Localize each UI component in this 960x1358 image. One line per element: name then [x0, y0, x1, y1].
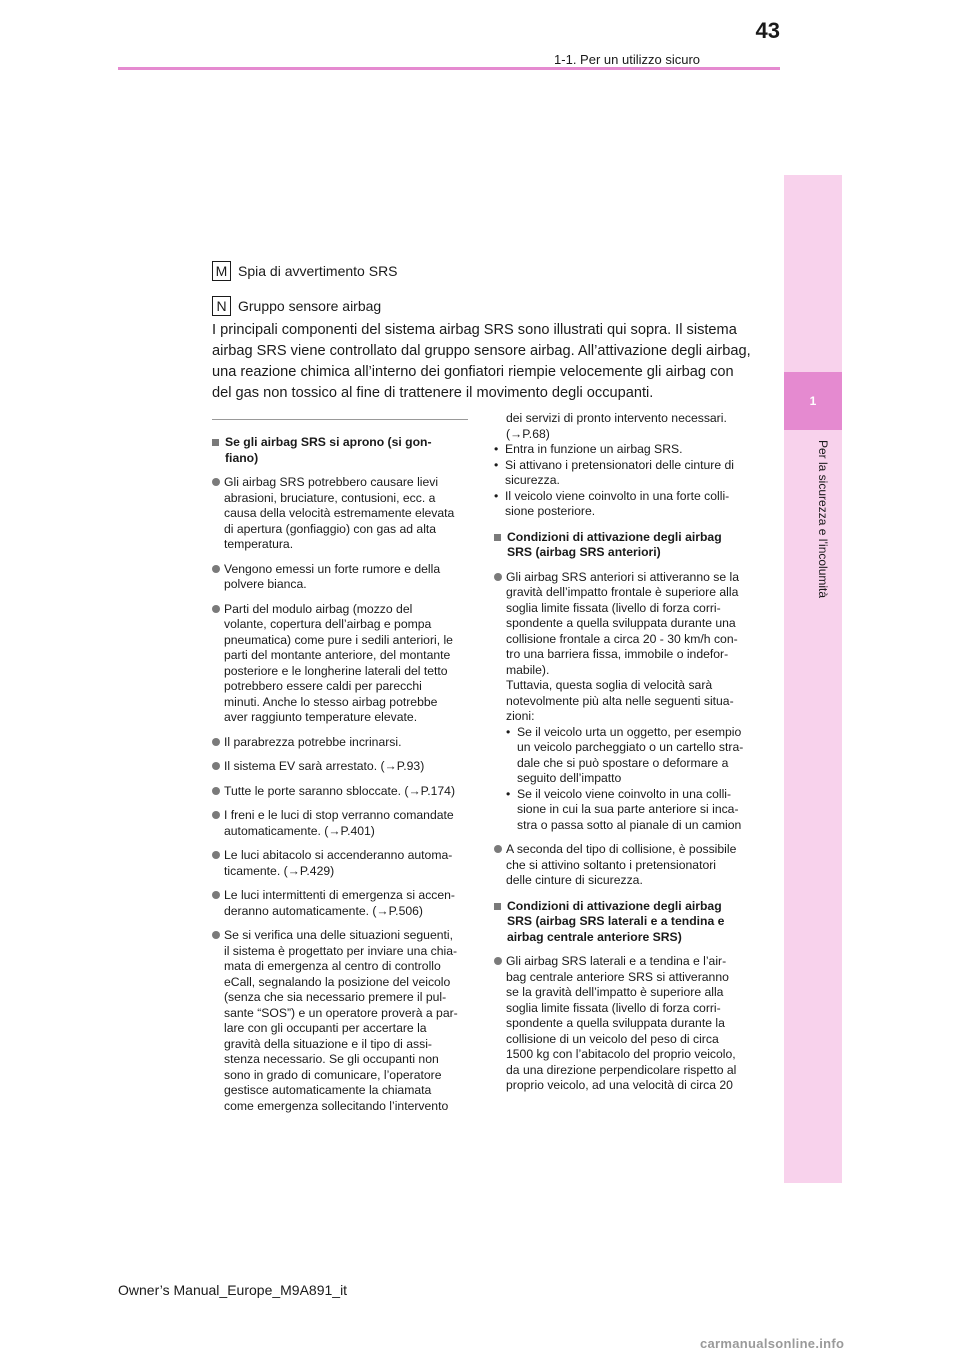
circle-bullet-icon [494, 957, 502, 965]
circle-bullet-icon [212, 478, 220, 486]
square-bullet-icon [494, 903, 501, 910]
circle-bullet-icon [212, 931, 220, 939]
list-item: Gli airbag SRS potrebbero causare lievi abrasioni, bruciature, contusioni, ecc. a causa della velocità estremamente elevata di apertura (gonfiaggio) con gas ad alta temperatura. [212, 475, 470, 553]
header-rule [118, 67, 780, 70]
left-column [212, 425, 470, 1123]
sub-bullet-item: • Se il veicolo viene coinvolto in una colli- sione in cui la sua parte anteriore si inca- stra o passa sotto al pianale di un camion [506, 786, 742, 832]
intro-paragraph: I principali componenti del sistema airbag SRS sono illustrati qui sopra. Il sistema airbag SRS viene controllato dal gruppo sensore airbag. All’attivazione degli airbag, una reazione chimica all’interno dei gonfiatori riempie velocemente gli airbag con del gas non tossico al fine di trattenere il movimento degli occupanti. [212, 322, 751, 401]
list-item: Le luci abitacolo si accenderanno automa- ticamente. (→P.429) [212, 848, 470, 879]
page-number: 43 [755, 18, 780, 43]
list-item: Il sistema EV sarà arrestato. (→P.93) [212, 759, 470, 775]
list-item: Se si verifica una delle situazioni seguenti, il sistema è progettato per inviare una chia- mata di emergenza al centro di controllo eCall, segnalando la posizione del veicolo (senza che sia necessario premere il pul- sante “SOS”) e un operatore proverà a par- lare con gli occupanti per accertare la gravità della situazione e il tipo di assi- stenza necessario. Se gli occupanti non sono in grado di comunicare, l’operatore gestisce automaticamente la chiamata come emergenza sollecitando l’intervento [212, 928, 470, 1114]
sub-bullet-item: • Il veicolo viene coinvolto in una forte colli- sione posteriore. [494, 488, 730, 518]
circle-bullet-icon [212, 605, 220, 613]
list-item: Parti del modulo airbag (mozzo del volante, copertura dell’airbag e pompa pneumatica) come pure i sedili anteriori, le parti del montante anteriore, del montante posteriore e le longherine laterali del tetto potrebbero essere caldi per parecchi minuti. Anche lo stesso airbag potrebbe aver raggiunto temperature elevate. [212, 602, 470, 726]
section-heading-front-airbags: Condizioni di attivazione degli airbag SRS (airbag SRS anteriori) [494, 530, 756, 561]
circle-bullet-icon [494, 845, 502, 853]
circle-bullet-icon [212, 762, 220, 770]
circle-bullet-icon [494, 573, 502, 581]
legend-letter-n: N [212, 296, 231, 316]
sub-bullet-item: • Entra in funzione un airbag SRS. [494, 442, 683, 456]
section-title: 1-1. Per un utilizzo sicuro [554, 52, 700, 67]
circle-bullet-icon [212, 851, 220, 859]
watermark-text: carmanualsonline.info [700, 1336, 845, 1351]
sub-bullet-item: • Si attivano i pretensionatori delle cinture di sicurezza. [494, 457, 734, 487]
section-heading-side-airbags: Condizioni di attivazione degli airbag SRS (airbag SRS laterali e a tendina e airbag centrale anteriore SRS) [494, 899, 756, 946]
list-item: Vengono emessi un forte rumore e della polvere bianca. [212, 562, 470, 593]
legend-letter-m: M [212, 261, 231, 281]
manual-id-footer: Owner’s Manual_Europe_M9A891_it [118, 1282, 348, 1298]
heading-text: Se gli airbag SRS si aprono (si gon- fiano) [225, 435, 432, 465]
legend-item-n [212, 296, 381, 316]
chapter-label: Per la sicurezza e l’incolumità [816, 440, 830, 599]
legend-text-m: Spia di avvertimento SRS [238, 263, 398, 279]
chapter-side-tab [784, 175, 842, 1183]
chapter-number-box [784, 372, 842, 430]
legend-item-m [212, 261, 398, 281]
square-bullet-icon [212, 439, 219, 446]
square-bullet-icon [494, 534, 501, 541]
legend-text-n: Gruppo sensore airbag [238, 298, 382, 314]
circle-bullet-icon [212, 891, 220, 899]
right-column [494, 411, 756, 1103]
list-item: A seconda del tipo di collisione, è possibile che si attivino soltanto i pretensionatori delle cinture di sicurezza. [494, 842, 756, 889]
chapter-number: 1 [809, 394, 817, 408]
continuation-bullet-list [494, 442, 756, 520]
continuation-text: dei servizi di pronto intervento necessari. (→P.68) [506, 411, 727, 441]
list-item: Il parabrezza potrebbe incrinarsi. [212, 735, 470, 751]
list-item: Tutte le porte saranno sbloccate. (→P.174) [212, 784, 470, 800]
section-heading-airbag-deploy [212, 435, 470, 466]
list-item: Gli airbag SRS laterali e a tendina e l’air- bag centrale anteriore SRS si attiveranno se la gravità dell’impatto è superiore alla soglia limite fissata (livello di forza corri- spondente a quella sviluppata durante la collisione di un veicolo del peso di circa 1500 kg con l’abitacolo del proprio veicolo, da una direzione perpendicolare rispetto al proprio veicolo, ad una velocità di circa 20 [494, 954, 756, 1094]
list-item: Le luci intermittenti di emergenza si accen- deranno automaticamente. (→P.506) [212, 888, 470, 919]
circle-bullet-icon [212, 738, 220, 746]
list-item: Gli airbag SRS anteriori si attiveranno se la gravità dell’impatto frontale è superiore alla soglia limite fissata (livello di forza corri- spondente a quella sviluppata durante una collisione frontale a circa 20 - 30 km/h con- tro una barriera fissa, immobile o indefor- mabile). Tuttavia, questa soglia di velocità sarà notevolmente più alta nelle seguenti situa- zioni: • Se il veicolo urta un oggetto, per esempio un veicolo parcheggiato o un cartello stra- dale che si può spostare o deformare a seguito dell’impatto • Se il veicolo viene coinvolto in una colli- sione in cui la sua parte anteriore si inca- stra o passa sotto al pianale di un camion [494, 570, 756, 834]
list-item: I freni e le luci di stop verranno comandate automaticamente. (→P.401) [212, 808, 470, 839]
column-divider-rule [212, 419, 468, 420]
circle-bullet-icon [212, 811, 220, 819]
circle-bullet-icon [212, 565, 220, 573]
sub-bullet-item: • Se il veicolo urta un oggetto, per esempio un veicolo parcheggiato o un cartello stra- dale che si può spostare o deformare a seguito dell’impatto [506, 724, 744, 785]
circle-bullet-icon [212, 787, 220, 795]
